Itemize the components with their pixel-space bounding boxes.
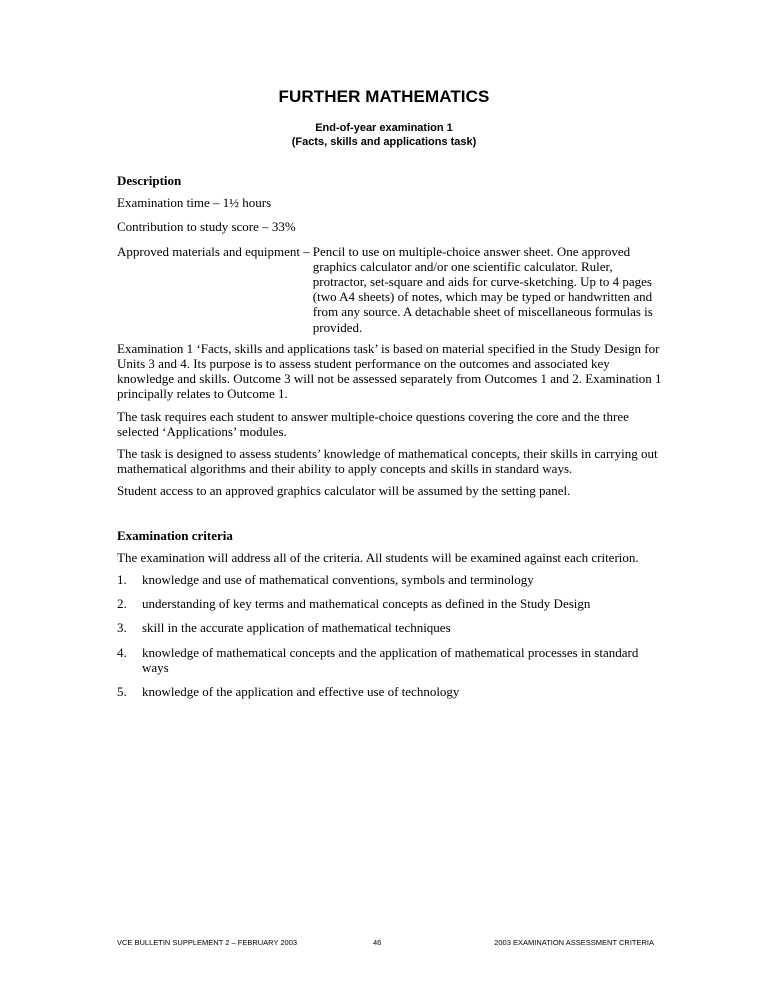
description-heading: Description (117, 173, 182, 188)
criterion-item (117, 572, 662, 587)
exam-task-type: (Facts, skills and applications task) (291, 136, 477, 148)
criterion-number: 1. (117, 572, 127, 588)
description-paragraph: Examination 1 ‘Facts, skills and applications task’ is based on material specified in the Study Design for Units 3 and 4. Its purpose is to assess student performance on the outcomes and associated key knowledge and skills. Outcome 3 will not be assessed separately from Outcomes 1 and 2. Examination 1 principally relates to Outcome 1. (117, 340, 662, 402)
document-body (117, 173, 662, 708)
description-paragraph: Student access to an approved graphics calculator will be assumed by the setting panel. (117, 483, 571, 499)
approved-materials (117, 244, 662, 335)
criterion-number: 4. (117, 644, 127, 660)
exam-subtitle: End-of-year examination 1 (315, 122, 453, 134)
criterion-item (117, 645, 662, 675)
criterion-item (117, 596, 662, 611)
footer-publication: VCE BULLETIN SUPPLEMENT 2 – FEBRUARY 2003 (117, 938, 298, 947)
criteria-intro: The examination will address all of the criteria. All students will be examined against each criterion. (117, 549, 639, 565)
exam-time: Examination time – 1½ hours (117, 195, 272, 211)
criterion-number: 2. (117, 596, 127, 612)
criteria-heading: Examination criteria (117, 527, 233, 543)
footer-section: 2003 EXAMINATION ASSESSMENT CRITERIA (494, 938, 654, 947)
criterion-item (117, 620, 662, 635)
criterion-text: knowledge and use of mathematical conventions, symbols and terminology (142, 572, 534, 588)
study-score-contribution: Contribution to study score – 33% (117, 219, 296, 235)
description-paragraph: The task requires each student to answer multiple-choice questions covering the core and the three selected ‘Applications’ modules. (117, 408, 629, 439)
approved-materials-text: Pencil to use on multiple-choice answer sheet. One approved graphics calculator and/or one scientific calculator. Ruler, protractor, set-square and aids for curve-sketching. Up to 4 pages (two A4 sheets) of notes, which may be typed or handwritten and from any source. A detachable sheet of miscellaneous formulas is provided. (312, 243, 653, 335)
approved-materials-label: Approved materials and equipment – (117, 243, 310, 259)
criterion-text: understanding of key terms and mathematical concepts as defined in the Study Design (142, 596, 591, 612)
criterion-item (117, 684, 662, 699)
criteria-list (117, 572, 662, 699)
page-number: 46 (373, 938, 382, 947)
criterion-number: 3. (117, 620, 127, 636)
criterion-text: knowledge of the application and effective use of technology (142, 684, 460, 700)
criterion-text: skill in the accurate application of mathematical techniques (142, 620, 451, 636)
criterion-number: 5. (117, 684, 127, 700)
page-title: FURTHER MATHEMATICS (278, 87, 490, 106)
criterion-text: knowledge of mathematical concepts and the application of mathematical processes in standard ways (142, 644, 639, 675)
description-paragraph: The task is designed to assess students’ knowledge of mathematical concepts, their skills in carrying out mathematical algorithms and their ability to apply concepts and skills in standard ways. (117, 446, 658, 477)
